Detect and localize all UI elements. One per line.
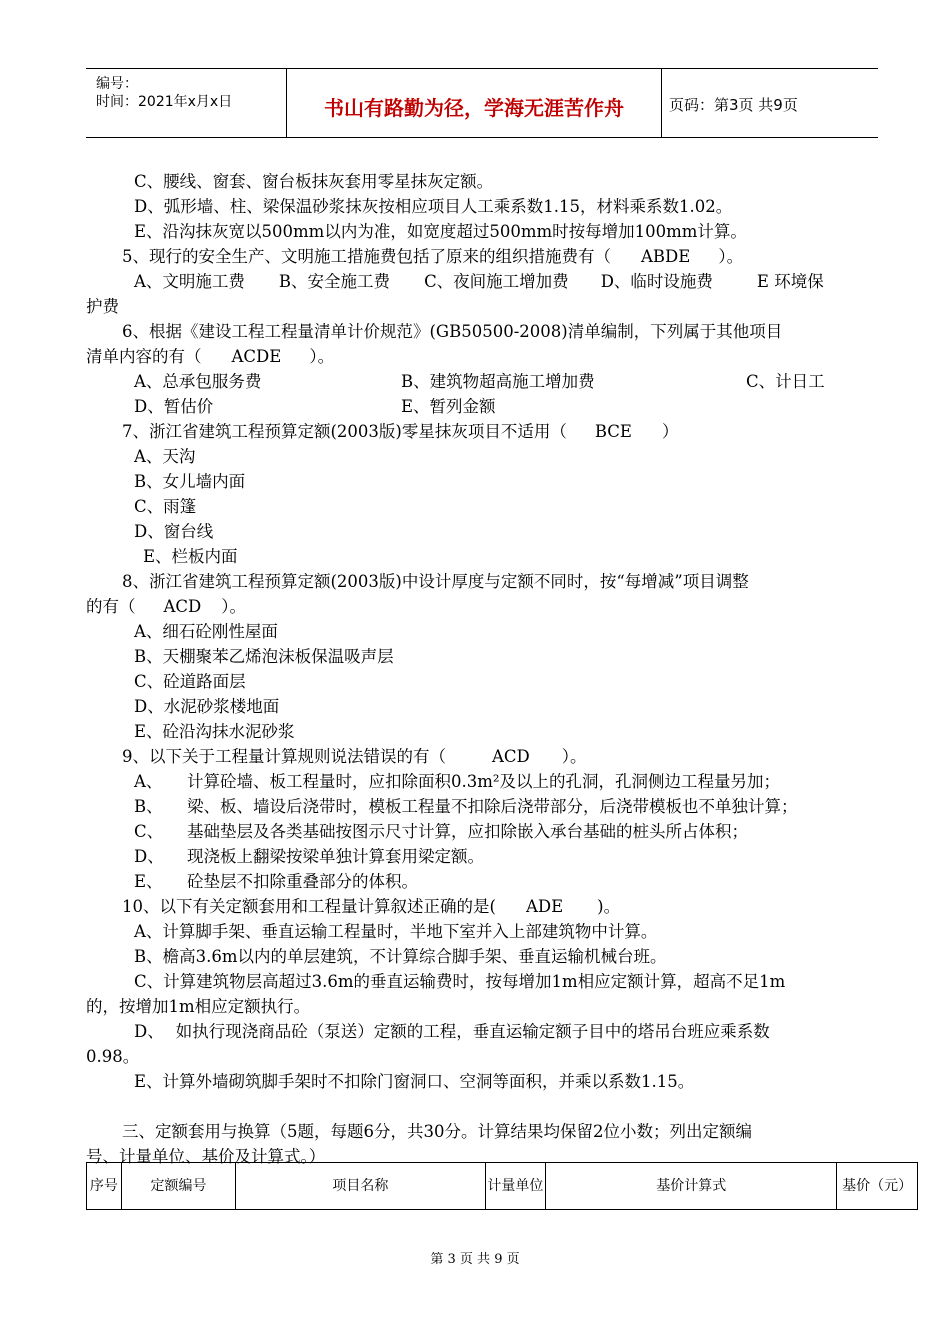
option-text: 砼垫层不扣除重叠部分的体积。 (187, 872, 418, 891)
page-header (86, 68, 878, 138)
option-text: 计算砼墙、板工程量时，应扣除面积0.3m²及以上的孔洞，孔洞侧边工程量另加； (187, 772, 781, 791)
col-header: 计量单位 (485, 1163, 546, 1210)
option-wrap: 护费 (86, 297, 119, 316)
option: A、天沟 (134, 447, 196, 466)
option-text: 基础垫层及各类基础按图示尺寸计算，应扣除嵌入承台基础的桩头所占体积； (187, 822, 748, 841)
option-letter: A、 (134, 772, 163, 791)
option: C、砼道路面层 (134, 672, 246, 691)
question-text: 5、现行的安全生产、文明施工措施费包括了原来的组织措施费有（ (122, 247, 611, 266)
header-meta (86, 69, 286, 137)
option-line: E、沿沟抹灰宽以500mm以内为准，如宽度超过500mm时按每增加100mm计算。 (134, 222, 747, 241)
option: D、暂估价 (134, 397, 214, 416)
option: D、窗台线 (134, 522, 214, 541)
option: E 环境保 (756, 272, 824, 291)
option: D、水泥砂浆楼地面 (134, 697, 280, 716)
answer: BCE (594, 422, 632, 441)
option-row (134, 272, 824, 292)
col-header: 定额编号 (121, 1163, 235, 1210)
answer: ABDE (641, 247, 691, 266)
answer: ADE (525, 897, 564, 916)
header-page-cell (661, 69, 878, 137)
option: C、计算建筑物层高超过3.6m的垂直运输费时，按每增加1m相应定额计算，超高不足1m (134, 972, 786, 991)
question-8: 8、浙江省建筑工程预算定额(2003版)中设计厚度与定额不同时，按“每增减”项目调整 (122, 572, 749, 591)
option: B、檐高3.6m以内的单层建筑，不计算综合脚手架、垂直运输机械台班。 (134, 947, 667, 966)
answer: ACD (163, 597, 202, 616)
option: B、安全施工费 (278, 272, 391, 291)
option-letter: E、 (134, 872, 163, 891)
option: B、女儿墙内面 (134, 472, 246, 491)
answer: ACD (492, 747, 530, 766)
section-heading: 三、定额套用与换算（5题，每题6分，共30分。计算结果均保留2位小数；列出定额编 (122, 1122, 752, 1141)
option-letter: B、 (134, 797, 163, 816)
question-9: 9、以下关于工程量计算规则说法错误的有（ ACD ）。 (122, 747, 587, 766)
option: A、总承包服务费 (134, 372, 262, 391)
question-6: 6、根据《建设工程工程量清单计价规范》(GB50500-2008)清单编制，下列属于其他项目 (122, 322, 783, 341)
option: E、砼沿沟抹水泥砂浆 (134, 722, 295, 741)
option: C、雨篷 (134, 497, 197, 516)
option: A、细石砼刚性屋面 (134, 622, 278, 641)
option-line: C、腰线、窗套、窗台板抹灰套用零星抹灰定额。 (134, 172, 494, 191)
number-label: 编号： (96, 76, 138, 92)
option: E、暂列金额 (401, 397, 496, 416)
col-header: 项目名称 (236, 1163, 485, 1210)
option-line: D、弧形墙、柱、梁保温砂浆抹灰按相应项目人工乘系数1.15，材料乘系数1.02。 (134, 197, 733, 216)
question-5: 5、现行的安全生产、文明施工措施费包括了原来的组织措施费有（ ABDE ）。 (122, 247, 744, 266)
question-7: 7、浙江省建筑工程预算定额(2003版)零星抹灰项目不适用（ BCE ） (122, 422, 679, 441)
question-8-cont: 的有（ ACD ）。 (86, 597, 247, 616)
option: A、计算脚手架、垂直运输工程量时，半地下室并入上部建筑物中计算。 (134, 922, 658, 941)
option-text: 梁、板、墙设后浇带时，模板工程量不扣除后浇带部分，后浇带模板也不单独计算； (187, 797, 798, 816)
page-footer: 第 3 页 共 9 页 (430, 1252, 520, 1267)
col-header: 基价（元） (837, 1163, 918, 1210)
option: A、文明施工费 (134, 272, 245, 291)
col-header: 序号 (87, 1163, 122, 1210)
motto: 书山有路勤为径，学海无涯苦作舟 (324, 96, 624, 120)
option: E、栏板内面 (143, 547, 238, 566)
option-row (134, 372, 261, 392)
option: C、计日工 (746, 372, 825, 391)
table-header-row (87, 1163, 918, 1210)
option-letter: D、 (134, 847, 164, 866)
option: D、 如执行现浇商品砼（泵送）定额的工程，垂直运输定额子目中的塔吊台班应乘系数 (134, 1022, 770, 1041)
question-6-cont: 清单内容的有（ ACDE ）。 (86, 347, 335, 366)
option-wrap: 0.98。 (86, 1047, 140, 1066)
option-wrap: 的，按增加1m相应定额执行。 (86, 997, 311, 1016)
option: D、临时设施费 (600, 272, 713, 291)
answer: ACDE (231, 347, 282, 366)
question-10: 10、以下有关定额套用和工程量计算叙述正确的是( ADE )。 (122, 897, 621, 916)
option: E、计算外墙砌筑脚手架时不扣除门窗洞口、空洞等面积，并乘以系数1.15。 (134, 1072, 695, 1091)
option-letter: C、 (134, 822, 164, 841)
option: B、天棚聚苯乙烯泡沫板保温吸声层 (134, 647, 394, 666)
header-motto-cell (286, 69, 662, 137)
time-label: 时间：2021年x月x日 (96, 94, 233, 110)
section-heading-cont: 号、计量单位、基价及计算式。） (86, 1147, 326, 1166)
option: C、夜间施工增加费 (424, 272, 569, 291)
option: B、建筑物超高施工增加费 (401, 372, 595, 391)
quota-table (86, 1162, 918, 1210)
option-text: 现浇板上翻梁按梁单独计算套用梁定额。 (187, 847, 484, 866)
col-header: 基价计算式 (546, 1163, 837, 1210)
page-info: 页码：第3页 共9页 (669, 96, 798, 114)
